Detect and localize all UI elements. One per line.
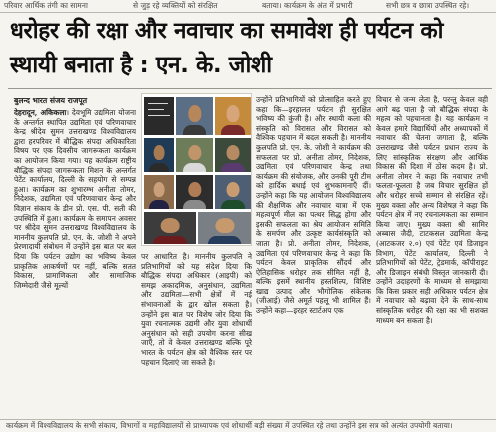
strip-text-3: बताया। कार्यक्रम के अंत में प्रभारी	[262, 1, 353, 10]
previous-page-strip	[0, 0, 496, 13]
strip-text-2: से जुड़ रहे व्यक्तियों को संरक्षित	[133, 1, 218, 10]
strip-text-4: सभी छत्र व छात्रा उपस्थित रहे।	[386, 1, 470, 10]
participant-tile	[198, 212, 251, 244]
participant-tile	[144, 97, 174, 135]
article-column-1	[14, 108, 136, 388]
article-column-2: पर आधारित है। माननीय कुलपति ने प्रतिभागियों को यह संदेश दिया कि बौद्धिक संपदा अधिकार (आइपी) को समझ अकादमिक, अनुसंधान, उद्यमिता और उद्यमिता—सभी क्षेत्रों में नई संभावनाओं के द्वार खोल सकता है। उन्होंने इस बात पर विशेष जोर दिया कि युवा रचनात्मक उद्यमी और युवा शोधार्थी अनुसंधान को सही उपयोग करना सीख जाएँ, तो वे केवल उत्तराखण्ड बल्कि पूरे भारत के पर्यटन क्षेत्र को वैश्विक स्तर पर पहचान दिलाएं जा सकते है।	[141, 252, 252, 367]
headline-divider	[8, 88, 492, 89]
strip-text-bottom: कार्यक्रम में विश्वविद्यालय के सभी संकाय, विभागों व महाविद्यालयों से प्राध्यापक एवं शोधार्थी बड़ी संख्या में उपस्थित रहे तथा उन्होंने इस सत्र को अत्यंत उपयोगी बताया।	[6, 421, 453, 430]
article-column-4: विचार से जन्म लेता है, परन्तु केवल वही आगे बढ़ पाता है जो बौद्धिक संपदा के महत्व को पहचानता है। यह कार्यक्रम न केवल हमारे विद्यार्थियों और अध्यापकों में नवाचार की चेतना जगाता है, बल्कि उत्तराखण्ड जैसे पर्यटन प्रधान राज्य के लिए सांस्कृतिक संरक्षण और आर्थिक विकास की दिशा में ठोस कदम है। प्रो. अनीता तोमर ने कहा कि नवाचार तभी फलता-फूलता है जब विचार सुरक्षित हों और धरोहर सच्चे सम्मान से संरक्षित रहें। मुख्य वक्ता और अन्य विशेषज्ञ ने कहा कि पर्यटन क्षेत्र में नए रचनात्मकता का सम्मान किया जाए। मुख्य वक्ता श्री सामिर अब्बास जैदी, टाटकसल उद्यमिता केन्द्र (आटकजर २.०) एवं पेटेंट एवं डिजाइन विभाग, पेटेंट कार्यालय, दिल्ली ने प्रतिभागियों को पेटेंट, ट्रेडमार्क, कॉपीराइट और डिजाइन संबंधी विस्तृत जानकारी दी। उन्होंने उदाहरणों के माध्यम से समझाया कि किस प्रकार सही अधिकार पर्यटन क्षेत्र में नवाचार को बढ़ावा देने के साथ-साथ सांस्कृतिक धरोहर की रक्षा का भी सशक्त माध्यम बन सकता है।	[376, 95, 488, 325]
participant-tile	[176, 138, 213, 172]
participant-tile	[144, 175, 174, 209]
participant-tile	[176, 97, 213, 135]
byline: बुलन्द भारत संजय राजपूत	[14, 96, 88, 105]
column-1-text: । देवभूमि उद्यमिता योजना के अन्तर्गत स्थापित उद्यमिता एवं परिणवाचार केन्द्र श्रीदेव सुमन उत्तराखण्ड विश्वविद्यालय द्वारा हरपरिवर में बौद्धिक संपदा अधिकारिता विषय पर एक दिवसीय जागरूकता कार्यक्रम का आयोजन किया गया। यह कार्यक्रम राष्ट्रीय बौद्धिक संपदा जागरूकता मिशन के अन्तर्गत पेटेंट कार्यालय, दिल्ली के सहयोग से सम्पन्न हुआ। कार्यक्रम का शुभारम्भ अनीता तोमर, निदेशक, उद्यमिता एवं परिणवाचार केन्द्र और विज्ञान संकाय के डीन प्रो. एस. पी. सती की उपस्थिति में हुआ। कार्यक्रम के समापन अवसर पर श्रीदेव सुमन उत्तराखण्ड विश्वविद्यालय के माननीय कुलपति प्रो. एन. के. जोशी ने अपने प्रेरणादायी संबोधन में उन्होंने इस बात पर बल दिया कि पर्यटन उद्योग का भविष्य केवल प्राकृतिक आकर्षणों पर नहीं, बल्कि सतत विकास, प्रामाणिकता और सामाजिक जिम्मेदारी जैसे मूल्यों	[14, 108, 136, 290]
video-conference-photo	[141, 93, 252, 246]
dateline: देहरादून, अकिकला	[14, 108, 67, 117]
participant-tile	[176, 175, 213, 209]
participant-tile	[144, 212, 196, 244]
participant-tile	[215, 138, 251, 172]
participant-tile	[215, 97, 251, 135]
participant-tile	[215, 175, 251, 209]
article-column-3: उन्होंने प्रतिभागियों को प्रोत्साहित करते हुए कहा कि—इरहालत पर्यटन ही सुरक्षित भविष्य की कुंजी है। और स्थायी कला की संस्कृति को विरासत और विरासत को वैश्विक पहचान में बदल सकती है। माननीय कुलपति प्रो. एन. के. जोशी ने कार्यक्रम की सफलता पर प्रो. अनीता तोमर, निदेशक, उद्यमिता एवं परिणवाचार केन्द्र तथा कार्यक्रम की संयोजक, और उनकी पूरी टीम को हार्दिक बधाई एवं शुभकामनाएँ दीं। उन्होंने कहा कि यह आयोजन विश्वविद्यालय की शैक्षणिक और नवाचार यात्रा में एक महत्वपूर्ण मील का पत्थर सिद्ध होगा और इसकी सफलता का श्रेय आयोजन समिति के समर्पण और उत्कृष्ट कार्यसंस्कृति को जाता है। प्रो. अनीता तोमर, निदेशक, उद्यमिता एवं परिणवाचार केन्द्र ने कहा कि पर्यटन केवल प्राकृतिक सौंदर्य और ऐतिहासिक धरोहर तक सीमित नहीं है, बल्कि इसमें स्थानीय हस्तशिल्प, विशिष्ट खाद्य उत्पाद और भौगोलिक संकेतक (जीआई) जैसे अमूर्त पहलू भी शामिल हैं। उन्होंने कहा—इरहर स्टार्टअप एक	[256, 95, 371, 316]
headline: धरोहर की रक्षा और नवाचार का समावेश ही पर्यटन को स्थायी बनाता है : एन. के. जोशी	[10, 18, 444, 78]
next-article-strip	[0, 419, 496, 432]
strip-text-1: परिवार आर्थिक तंगी का सामना	[4, 1, 88, 10]
participant-tile	[144, 138, 174, 172]
